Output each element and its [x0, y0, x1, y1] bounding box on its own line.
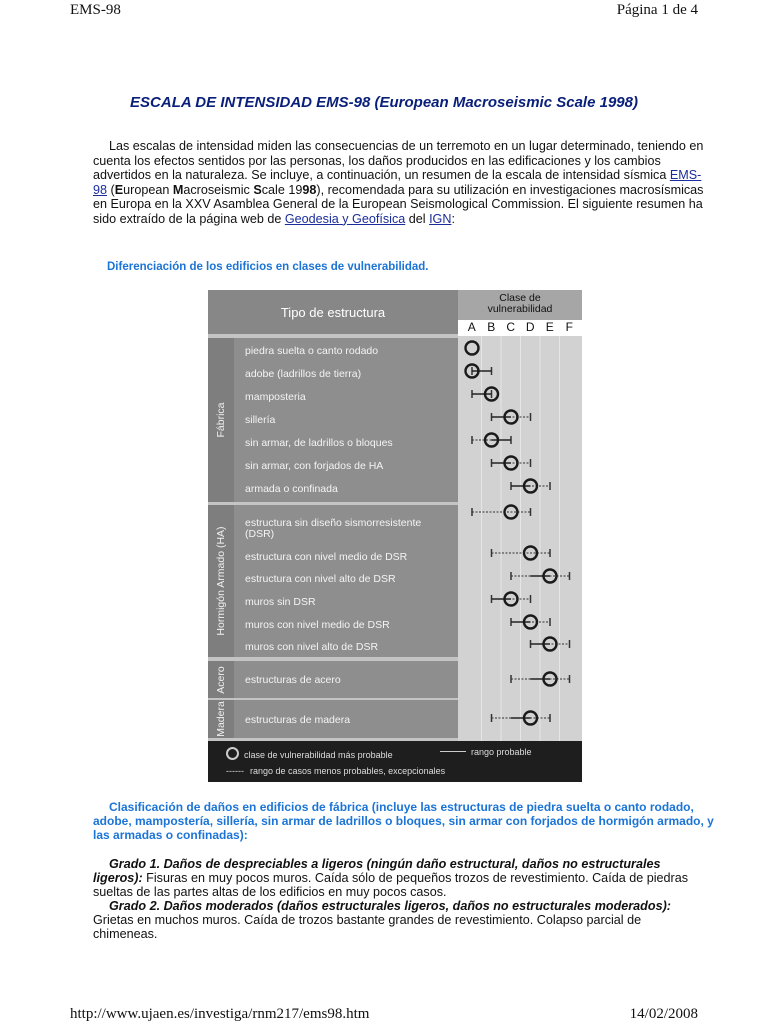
row-label: armada o confinada — [245, 483, 338, 495]
class-letter: D — [525, 320, 535, 334]
legend-most-probable: clase de vulnerabilidad más probable — [226, 747, 393, 760]
footer-date: 14/02/2008 — [629, 1006, 698, 1022]
ign-link[interactable]: IGN — [429, 211, 452, 226]
clase-vulnerabilidad-header: Clase de vulnerabilidad — [458, 290, 582, 320]
header-left: EMS-98 — [70, 2, 121, 18]
circle-icon — [226, 747, 239, 760]
class-letter: A — [467, 320, 476, 334]
group-fabrica — [208, 338, 458, 502]
row-label: sillería — [245, 414, 276, 426]
tipo-estructura-header: Tipo de estructura — [208, 290, 458, 334]
row-label: estructuras de acero — [245, 674, 341, 686]
row-label: estructura con nivel alto de DSR — [245, 573, 396, 585]
row-label: mamposteria — [245, 391, 306, 403]
legend-exceptional: ------ rango de casos menos probables, excepcionales — [226, 766, 446, 776]
row-label: sin armar, de ladrillos o bloques — [245, 437, 393, 449]
legend-probable: rango probable — [440, 747, 532, 757]
class-letter: C — [506, 320, 516, 334]
group-acero — [208, 661, 458, 698]
row-label: muros sin DSR — [245, 596, 316, 608]
row-label: sin armar, con forjados de HA — [245, 460, 384, 472]
grade-1: Grado 1. Daños de despreciables a ligeros (ningún daño estructural, daños no estructurales ligeros): Fisuras en muy pocos muros. Caída sólo de pequeños trozos de revestimiento. Caída de piedras sueltas de las partes altas de los edificios en muy pocos casos. — [93, 857, 689, 899]
row-label: adobe (ladrillos de tierra) — [245, 368, 362, 380]
row-label: piedra suelta o canto rodado — [245, 345, 379, 357]
row-label: muros con nivel medio de DSR — [245, 619, 390, 631]
class-letter: F — [565, 320, 573, 334]
group-label: Acero — [215, 665, 227, 694]
group-label: Hormigón Armado (HA) — [215, 526, 227, 636]
row-label: estructuras de madera — [245, 714, 351, 726]
header-page-number: Página 1 de 4 — [616, 2, 698, 18]
row-label: (DSR) — [245, 528, 275, 540]
vulnerability-table-figure — [208, 290, 582, 782]
damage-grades — [93, 857, 705, 941]
row-label: estructura sin diseño sismorresistente — [245, 517, 422, 529]
geodesia-link[interactable]: Geodesia y Geofísica — [284, 211, 406, 226]
intro-paragraph: Las escalas de intensidad miden las consecuencias de un terremoto en un lugar determinado, teniendo en cuenta los efectos sentidos por las personas, los daños producidos en las edificaciones y los cambios advertidos en la naturaleza. Se incluye, a continuación, un resumen de la escala de intensidad sísmica EMS-98 (European Macroseismic Scale 1998), recomendada para su utilización en investigaciones macrosísmicas en Europa en la XXV Asamblea General de la European Seismological Commission. El siguiente resumen ha sido extraído de la página web de Geodesia y Geofísica del IGN: — [93, 139, 704, 226]
footer-url: http://www.ujaen.es/investiga/rnm217/ems98.htm — [70, 1006, 370, 1022]
class-letter: B — [487, 320, 496, 334]
group-label: Fábrica — [215, 402, 227, 438]
group-madera — [208, 700, 458, 738]
section-heading-vulnerability: Diferenciación de los edificios en clases de vulnerabilidad. — [107, 261, 429, 273]
row-label: estructura con nivel medio de DSR — [245, 551, 408, 563]
page-title: ESCALA DE INTENSIDAD EMS-98 (European Macroseismic Scale 1998) — [130, 94, 638, 111]
vulnerability-chart — [458, 336, 582, 741]
row-label: muros con nivel alto de DSR — [245, 641, 379, 653]
group-hormigon — [208, 505, 458, 657]
figure-legend — [208, 741, 582, 782]
group-label: Madera — [215, 701, 227, 737]
ems98-link[interactable]: EMS-98 — [93, 168, 702, 197]
grade-2: Grado 2. Daños moderados (daños estructurales ligeros, daños no estructurales moderados): Grietas en muchos muros. Caída de trozos bastante grandes de revestimiento. Colapso parcial de chimeneas. — [93, 899, 671, 941]
section-heading-damage: Clasificación de daños en edificios de fábrica (incluye las estructuras de piedra suelta o canto rodado, adobe, mampostería, sillería, sin armar de ladrillos o bloques, sin armar con forjados de hormigón armado, y las armadas o confinadas): — [93, 800, 714, 842]
class-letter: E — [545, 320, 554, 334]
class-letters — [458, 320, 582, 336]
